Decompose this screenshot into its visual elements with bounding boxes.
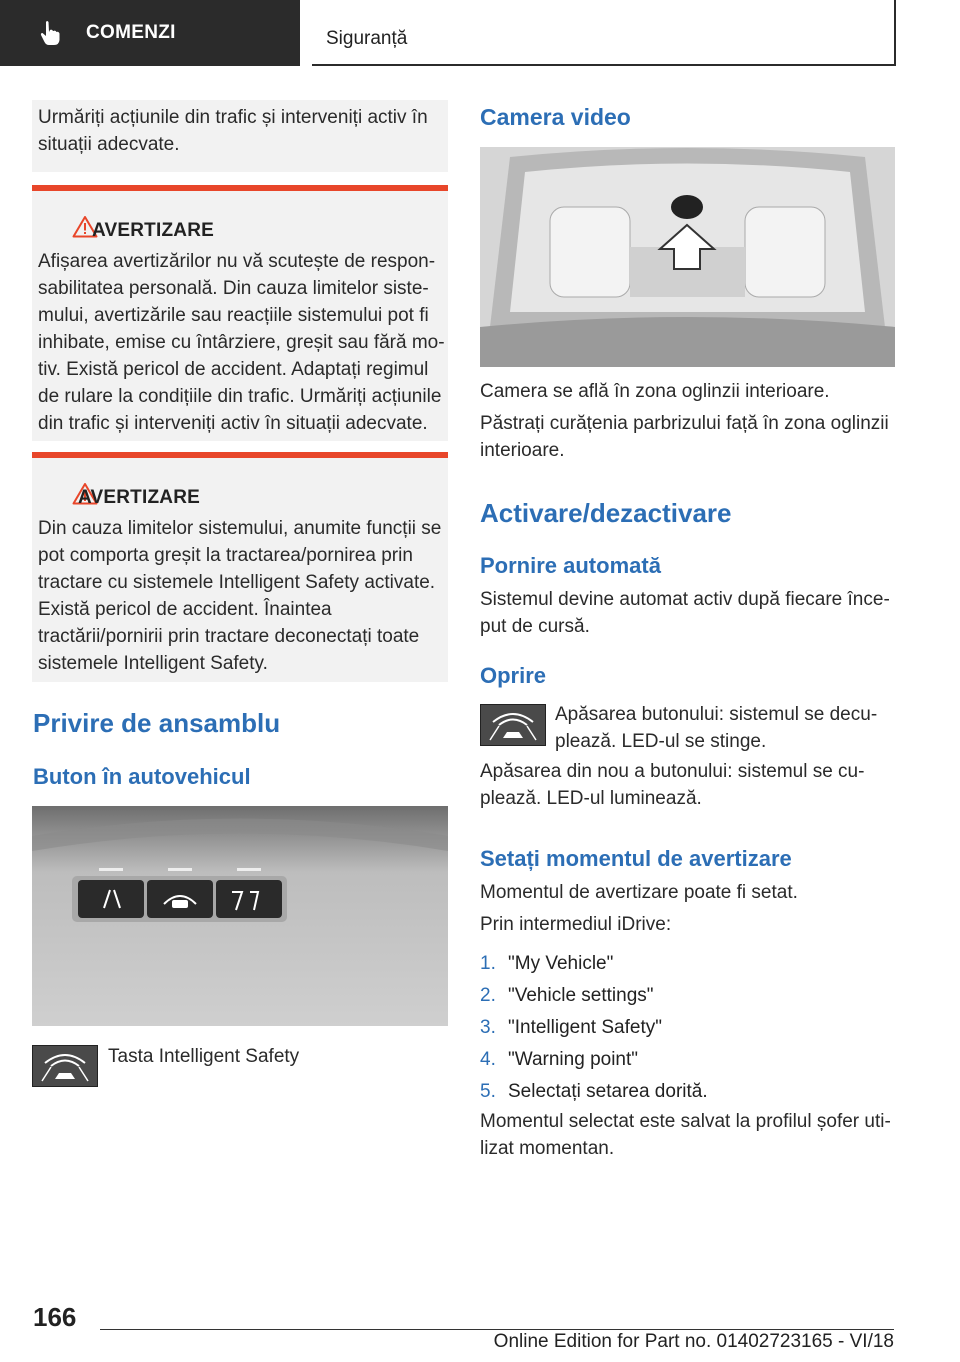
stop-text: Apăsarea butonului: sistemul se decuplează. LED-ul se stinge. <box>555 704 878 752</box>
heading-overview: Privire de ansamblu <box>33 708 281 738</box>
heading-button: Buton în autovehicul <box>33 764 251 789</box>
intelligent-safety-icon <box>37 1049 93 1083</box>
heading-activation: Activare/dezactivare <box>480 498 732 528</box>
section-title: Siguranță <box>326 28 408 49</box>
closing-text: Momentul selectat este salvat la profilul șofer utilizat momentan. <box>480 1111 891 1159</box>
list-item-text: "Vehicle settings" <box>508 985 654 1006</box>
camera-image <box>480 147 895 367</box>
intelligent-safety-button[interactable] <box>480 704 546 746</box>
warning-title: AVERTIZARE <box>92 220 214 241</box>
list-item-number: 2. <box>480 985 496 1006</box>
warning-title: AVERTIZARE <box>78 487 200 508</box>
list-item-number: 4. <box>480 1049 496 1070</box>
list-item-text: Selectați setarea dorită. <box>508 1081 708 1102</box>
page-number: 166 <box>33 1302 77 1332</box>
list-item <box>480 1046 894 1073</box>
autostart-text: Sistemul devine automat activ după fiecare început de cursă. <box>480 589 890 637</box>
intelligent-safety-button[interactable] <box>32 1045 98 1087</box>
list-item <box>480 1014 894 1041</box>
intelligent-safety-icon <box>485 708 541 742</box>
warning-box-1 <box>32 185 448 441</box>
header-tab-label: COMENZI <box>86 22 176 43</box>
warning-body: Din cauza limitelor sistemului, anumite funcții se pot comporta greșit la tractarea/pornirea prin tractare cu sistemele Intelligent Safety activate. Există pericol de accident. Înaintea tractării/pornirii prin tractare deconectați toate sistemele Intelligent Safety. <box>38 518 442 674</box>
warning-box-2 <box>32 452 448 682</box>
heading-autostart: Pornire automată <box>480 553 661 578</box>
warning-time-paragraph-1: Momentul de avertizare poate fi setat. <box>480 882 798 903</box>
button-caption: Tasta Intelligent Safety <box>108 1046 300 1067</box>
intro-text: Urmăriți acțiunile din trafic și interveniți activ în situații adecvate. <box>38 107 428 155</box>
header-section <box>312 0 896 66</box>
steps-list <box>480 950 894 1105</box>
stop-text-2: Apăsarea din nou a butonului: sistemul se cuplează. LED-ul luminează. <box>480 761 865 809</box>
camera-paragraph-1: Camera se află în zona oglinzii interioare. <box>480 381 830 402</box>
list-item-number: 5. <box>480 1081 496 1102</box>
list-item <box>480 982 894 1009</box>
camera-paragraph-2: Păstrați curățenia parbrizului față în zona oglinzii interioare. <box>480 413 889 461</box>
list-item-text: "Intelligent Safety" <box>508 1017 662 1038</box>
heading-camera: Camera video <box>480 104 631 130</box>
list-item-text: "My Vehicle" <box>508 953 614 974</box>
warning-body: Afișarea avertizărilor nu vă scutește de responsabilitatea personală. Din cauza limitelor sistemului, avertizările sau reacțiile sistemului pot fi inhibate, emise cu întârziere, greșit sau fără motiv. Există pericol de accident. Adaptați regimul de rulare la condițiile din trafic. Urmăriți acțiunile din trafic și interveniți activ în situații adecvate. <box>38 251 445 434</box>
list-item-number: 3. <box>480 1017 496 1038</box>
list-item-text: "Warning point" <box>508 1049 639 1070</box>
header-tab[interactable] <box>0 0 300 66</box>
heading-stop: Oprire <box>480 663 547 688</box>
footer-divider <box>100 1329 894 1330</box>
hand-pointer-icon <box>36 18 66 48</box>
button-panel-image <box>32 806 448 1026</box>
footer-edition: Online Edition for Part no. 01402723165 - VI/18 <box>493 1331 894 1352</box>
list-item <box>480 1078 894 1105</box>
list-item <box>480 950 894 977</box>
intro-box <box>32 100 448 172</box>
list-item-number: 1. <box>480 953 496 974</box>
heading-warning-time: Setați momentul de avertizare <box>480 846 792 871</box>
warning-time-paragraph-2: Prin intermediul iDrive: <box>480 914 672 935</box>
